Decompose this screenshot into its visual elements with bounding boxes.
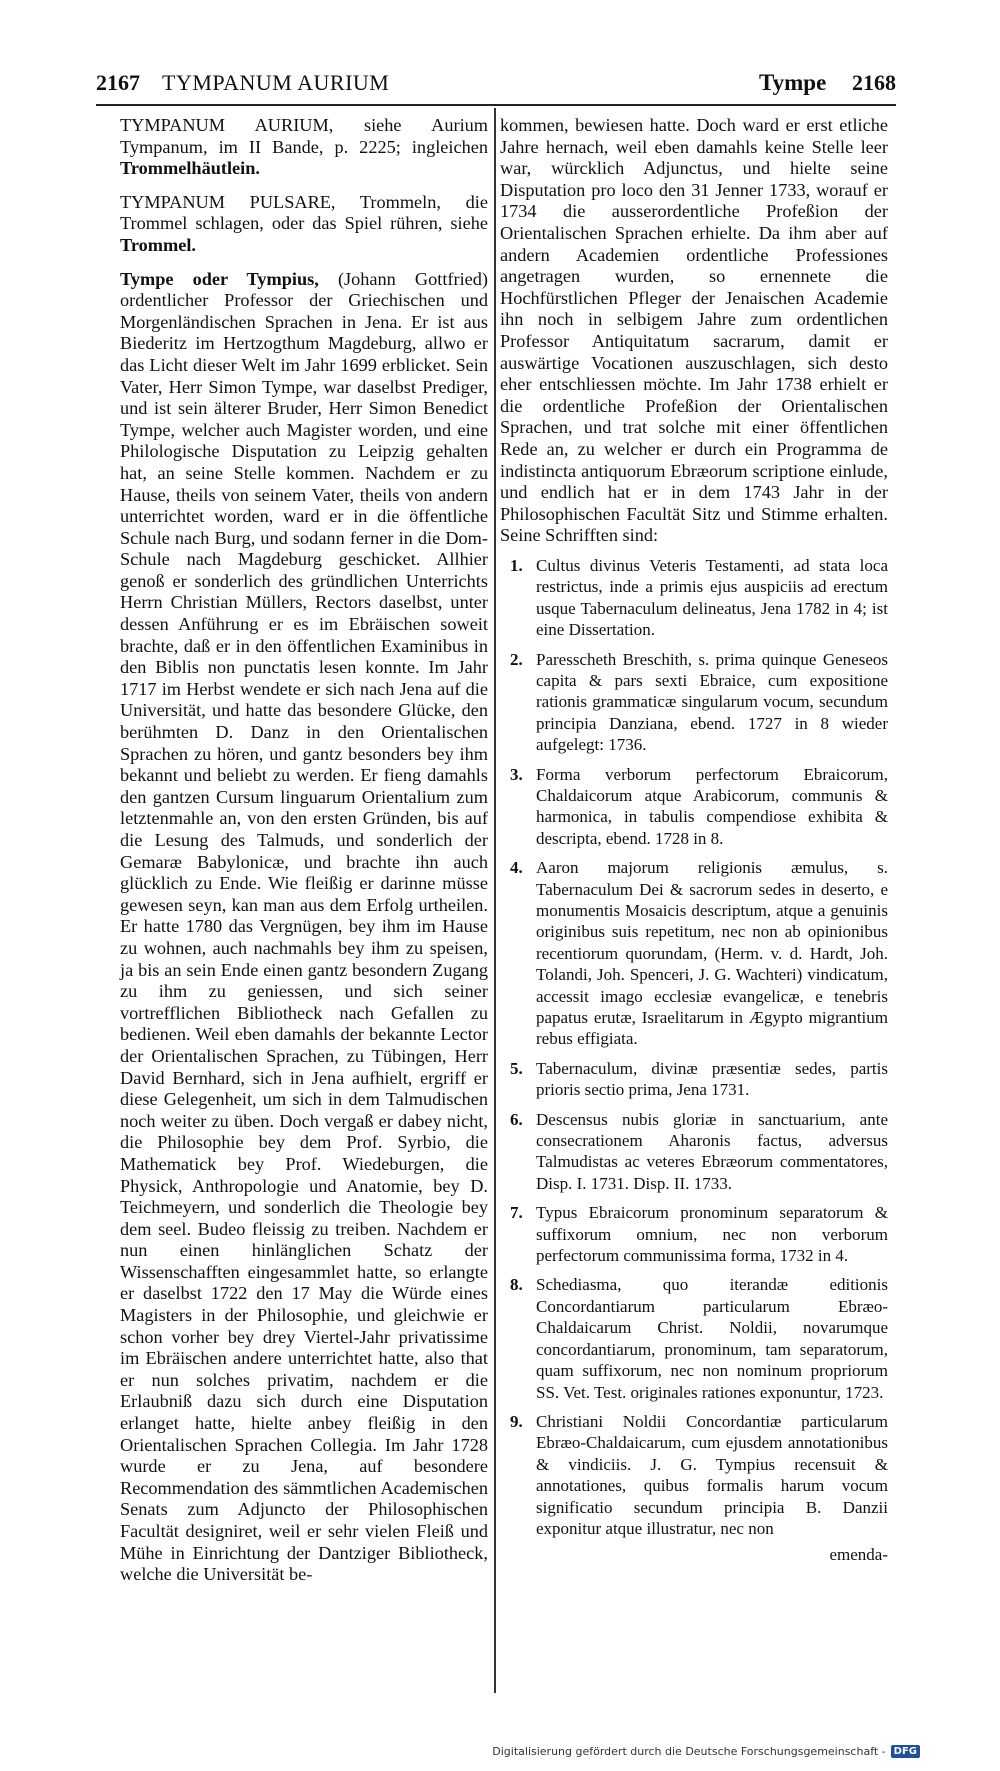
list-item: 9. Christiani Noldii Concordantiæ particularum Ebræo-Chaldaicarum, cum ejusdem annotationibus & vindiciis. J. G. Tympius recensuit & annotationes, quibus formalis harum vocum significatio secundum principia B. Danzii exponitur atque illustratur, nec non: [510, 1411, 888, 1538]
entry-text: Trommeln, die Trommel schlagen, oder das Spiel rühren, siehe: [120, 191, 488, 234]
list-item: 6. Descensus nubis gloriæ in sanctuarium, ante consecrationem Aharonis factus, adversus Talmudistas ac veteres Ebræorum commentatores, Disp. I. 1731. Disp. II. 1733.: [510, 1109, 888, 1193]
digitization-credit: [492, 1745, 920, 1758]
entry-tympanum-pulsare: [120, 192, 488, 257]
entry-continuation: kommen, bewiesen hatte. Doch ward er erst etliche Jahre hernach, weil eben damahls keine Stelle leer war, würcklich Adjunctus, und hielte seine Disputation pro loco den 31 Jenner 1733, worauf er 1734 die ausserordentliche Profeßion der Orientalischen Sprachen erhielte. Da ihm aber auf andern Academien ordentliche Professiones angetragen wurden, so ernennete die Hochfürstlichen Pfleger der Jenaischen Academie ihn noch in selbigem Jahre zum ordentlichen Professor Antiquitatum sacrarum, damit er auswärtige Vocationen auszuschlagen, sich desto eher entschliessen möchte. Im Jahr 1738 erhielt er die ordentliche Profeßion der Orientalischen Sprachen, und trat solche mit einer öffentlichen Rede an, zu welcher er durch ein Programma de indistincta antiquorum Ebræorum scriptione einlude, und endlich hat er in dem 1743 Jahr in der Philosophischen Facultät Sitz und Stimme erhalten. Seine Schrifften sind:: [500, 115, 888, 546]
page-number-left: 2167: [96, 70, 140, 95]
running-title-right: Tympe: [759, 70, 827, 95]
page-number-right: 2168: [852, 70, 896, 95]
cross-reference: Trommelhäutlein.: [120, 158, 260, 179]
cross-reference: Trommel.: [120, 234, 196, 255]
column-divider: [494, 108, 496, 1693]
list-item: 5. Tabernaculum, divinæ præsentiæ sedes, partis prioris sectio prima, Jena 1731.: [510, 1058, 888, 1100]
entry-tympe: [120, 269, 488, 1586]
credit-text: Digitalisierung gefördert durch die Deutsche Forschungsgemeinschaft -: [492, 1745, 886, 1758]
running-title-left: TYMPANUM AURIUM: [162, 70, 390, 95]
list-item: 8. Schediasma, quo iterandæ editionis Concordantiarum particularum Ebræo-Chaldaicarum Christ. Noldii, novarumque concordantiarum, pronominum, tam separatorum, quam suffixorum, nec non nominum propriorum SS. Vet. Test. originales rationes exponuntur, 1723.: [510, 1275, 888, 1402]
list-item: 3. Forma verborum perfectorum Ebraicorum, Chaldaicorum atque Arabicorum, communis & harmonica, in tabulis compendiose exhibita & descripta, ebend. 1728 in 8.: [510, 764, 888, 848]
dfg-logo-icon: DFG: [891, 1745, 920, 1758]
entry-text: (Johann Gottfried) ordentlicher Professor der Griechischen und Morgenländischen Sprachen in Jena. Er ist aus Biederitz im Hertzogthum Magdeburg, allwo er das Licht dieser Welt im Jahr 1699 erblicket. Sein Vater, Herr Simon Tympe, war daselbst Prediger, und ist sein älterer Bruder, Herr Simon Benedict Tympe, welcher auch Magister worden, und eine Philologische Disputation zu Leipzig gehalten hat, an seine Stelle kommen. Nachdem er zu Hause, theils von seinem Vater, theils von andern unterrichtet worden, ward er in die öffentliche Schule nach Burg, und sodann ferner in die Dom-Schule nach Magdeburg geschicket. Allhier genoß er sonderlich des gründlichen Unterrichts Herrn Christian Müllers, Rectors daselbst, unter dessen Anführung er es im Ebräischen soweit brachte, daß er in den öffentlichen Examinibus in den Biblis non punctatis lesen konnte. Im Jahr 1717 im Herbst wendete er sich nach Jena auf die Universität, und hatte das besondere Glücke, den berühmten D. Danz in den Orientalischen Sprachen zu hören, und gantz besonders bey ihm bekannt und beliebt zu werden. Er fieng damahls den gantzen Cursum linguarum Orientalium zum letztenmahle an, von den ersten Gründen, bis auf die Lesung des Talmuds, und sonderlich der Gemaræ Babylonicæ, und brachte ihn auch glücklich zu Ende. Wie fleißig er darinne müsse gewesen seyn, kan man aus dem Erfolg urtheilen. Er hatte 1780 das Vergnügen, bey ihm im Hause zu wohnen, auch nachmahls bey ihm zu speisen, ja bis an sein Ende einen gantz besondern Zugang zu ihm zu geniessen, und sich seiner vortrefflichen Bibliotheck nach Gefallen zu bedienen. Weil eben damahls der bekannte Lector der Orientalischen Sprachen, zu Tübingen, Herr David Bernhard, sich in Jena aufhielt, ergriff er diese Gelegenheit, um sich in dem Talmudischen noch weiter zu üben. Doch vergaß er dabey nicht, die Philosophie bey dem Prof. Syrbio, die Mathematick bey Prof. Wiedeburgen, die Physick, Anthropologie und Anatomie, bey D. Teichmeyern, und sonderlich die Theologie bey dem seel. Budeo fleissig zu treiben. Nachdem er nun einen hinlänglichen Schatz der Wissenschafften eingesammlet hatte, so erlangte er daselbst 1722 den 17 May die Würde eines Magisters in der Philosophie, und gleichwie er schon vorher bey drey Viertel-Jahr privatissime im Ebräischen andere unterrichtet hatte, also that er nun solches privatim, nachdem er die Erlaubniß dazu sich durch eine Disputation erlanget hatte, hielte anbey fleißig in den Orientalischen Sprachen Collegia. Im Jahr 1728 wurde er zu Jena, auf besondere Recommendation des sämmtlichen Academischen Senats zum Adjuncto der Philosophischen Facultät designiret, weil er sehr vielen Fleiß und Mühe in Einrichtung der Dantziger Bibliotheck, welche die Universität be-: [120, 268, 488, 1585]
lemma: Tympe oder Tympius,: [120, 268, 319, 289]
list-item: 4. Aaron majorum religionis æmulus, s. Tabernaculum Dei & sacrorum sedes in deserto, e monumentis Mosaicis descriptum, atque a genuinis originibus suis repetitum, nec non ab opinionibus recentiorum quorundam, (Herm. v. d. Hardt, Joh. Tolandi, Joh. Spenceri, J. G. Wachteri) vindicatum, accessit imago ecclesiæ evangelicæ, e tenebris papatus erutæ, Israelitarum in Ægypto migrantium rebus effigiata.: [510, 858, 888, 1049]
left-column: [120, 115, 488, 1586]
entry-text: siehe Aurium Tympanum, im II Bande, p. 2225; ingleichen: [120, 115, 489, 157]
header-rule: [96, 104, 896, 106]
list-item: 1. Cultus divinus Veteris Testamenti, ad stata loca restrictus, inde a primis ejus auspiciis ad erectum usque Tabernaculum delineatus, Jena 1782 in 4; ist eine Dissertation.: [510, 555, 888, 640]
lemma: TYMPANUM PULSARE,: [120, 191, 336, 212]
list-item: 7. Typus Ebraicorum pronominum separatorum & suffixorum omnium, nec non verborum perfectorum communissima forma, 1732 in 4.: [510, 1203, 888, 1266]
running-header: [96, 70, 896, 104]
list-item: 2. Paresscheth Breschith, s. prima quinque Geneseos capita & pars sexti Ebraice, cum expositione rationis grammaticæ singularum vocum, secundum principia Danziana, ebend. 1727 in 8 wieder aufgelegt: 1736.: [510, 649, 888, 755]
catchword: emenda-: [829, 1545, 888, 1565]
entry-tympanum-aurium: [120, 115, 488, 180]
right-column: [500, 115, 888, 1565]
lemma: TYMPANUM AURIUM,: [120, 115, 334, 135]
works-list: [500, 555, 888, 1539]
